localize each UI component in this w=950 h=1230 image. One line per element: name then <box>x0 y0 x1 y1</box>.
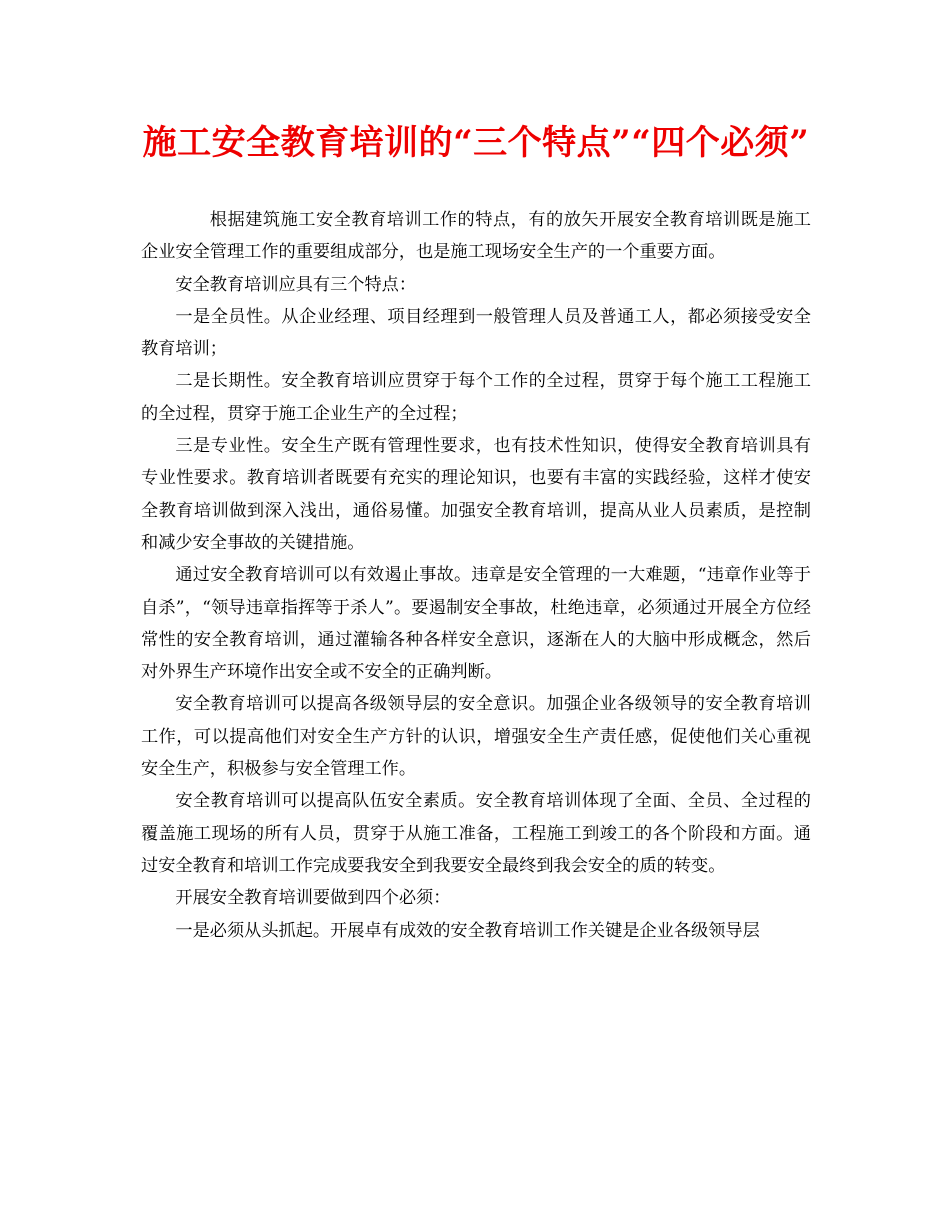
document-page <box>141 118 811 947</box>
paragraph-must-1: 一是必须从头抓起。开展卓有成效的安全教育培训工作关键是企业各级领导层 <box>175 920 760 941</box>
paragraph-team-quality: 安全教育培训可以提高队伍安全素质。安全教育培训体现了全面、全员、全过程的覆盖施工现场的所有人员，贯穿于从施工准备，工程施工到竣工的各个阶段和方面。通过安全教育和培训工作完成要我安全到我要安全最终到我会安全的质的转变。 <box>141 791 811 876</box>
paragraph-four-musts-heading: 开展安全教育培训要做到四个必须： <box>175 888 451 909</box>
paragraph-prevent-accidents: 通过安全教育培训可以有效遏止事故。违章是安全管理的一大难题，“违章作业等于自杀”，“领导违章指挥等于杀人”。要遏制安全事故，杜绝违章，必须通过开展全方位经常性的安全教育培训，通过灌输各种各样安全意识，逐渐在人的大脑中形成概念，然后对外界生产环境作出安全或不安全的正确判断。 <box>141 565 811 683</box>
paragraph-feature-2: 二是长期性。安全教育培训应贯穿于每个工作的全过程，贯穿于每个施工工程施工的全过程，贯穿于施工企业生产的全过程； <box>141 371 811 424</box>
paragraph-leadership-awareness: 安全教育培训可以提高各级领导层的安全意识。加强企业各级领导的安全教育培训工作，可以提高他们对安全生产方针的认识，增强安全生产责任感，促使他们关心重视安全生产，积极参与安全管理工作。 <box>141 694 811 780</box>
paragraph-feature-1: 一是全员性。从企业经理、项目经理到一般管理人员及普通工人，都必须接受安全教育培训； <box>141 306 811 360</box>
paragraph-three-features-heading: 安全教育培训应具有三个特点： <box>175 274 417 295</box>
document-title: 施工安全教育培训的“三个特点”“四个必须” <box>142 123 810 163</box>
paragraph-feature-3: 三是专业性。安全生产既有管理性要求，也有技术性知识，使得安全教育培训具有专业性要求。教育培训者既要有充实的理论知识，也要有丰富的实践经验，这样才使安全教育培训做到深入浅出，通俗易懂。加强安全教育培训，提高从业人员素质，是控制和减少安全事故的关键措施。 <box>141 436 811 553</box>
paragraph-intro: 根据建筑施工安全教育培训工作的特点，有的放矢开展安全教育培训既是施工企业安全管理工作的重要组成部分，也是施工现场安全生产的一个重要方面。 <box>141 210 811 263</box>
document-body <box>141 204 811 947</box>
